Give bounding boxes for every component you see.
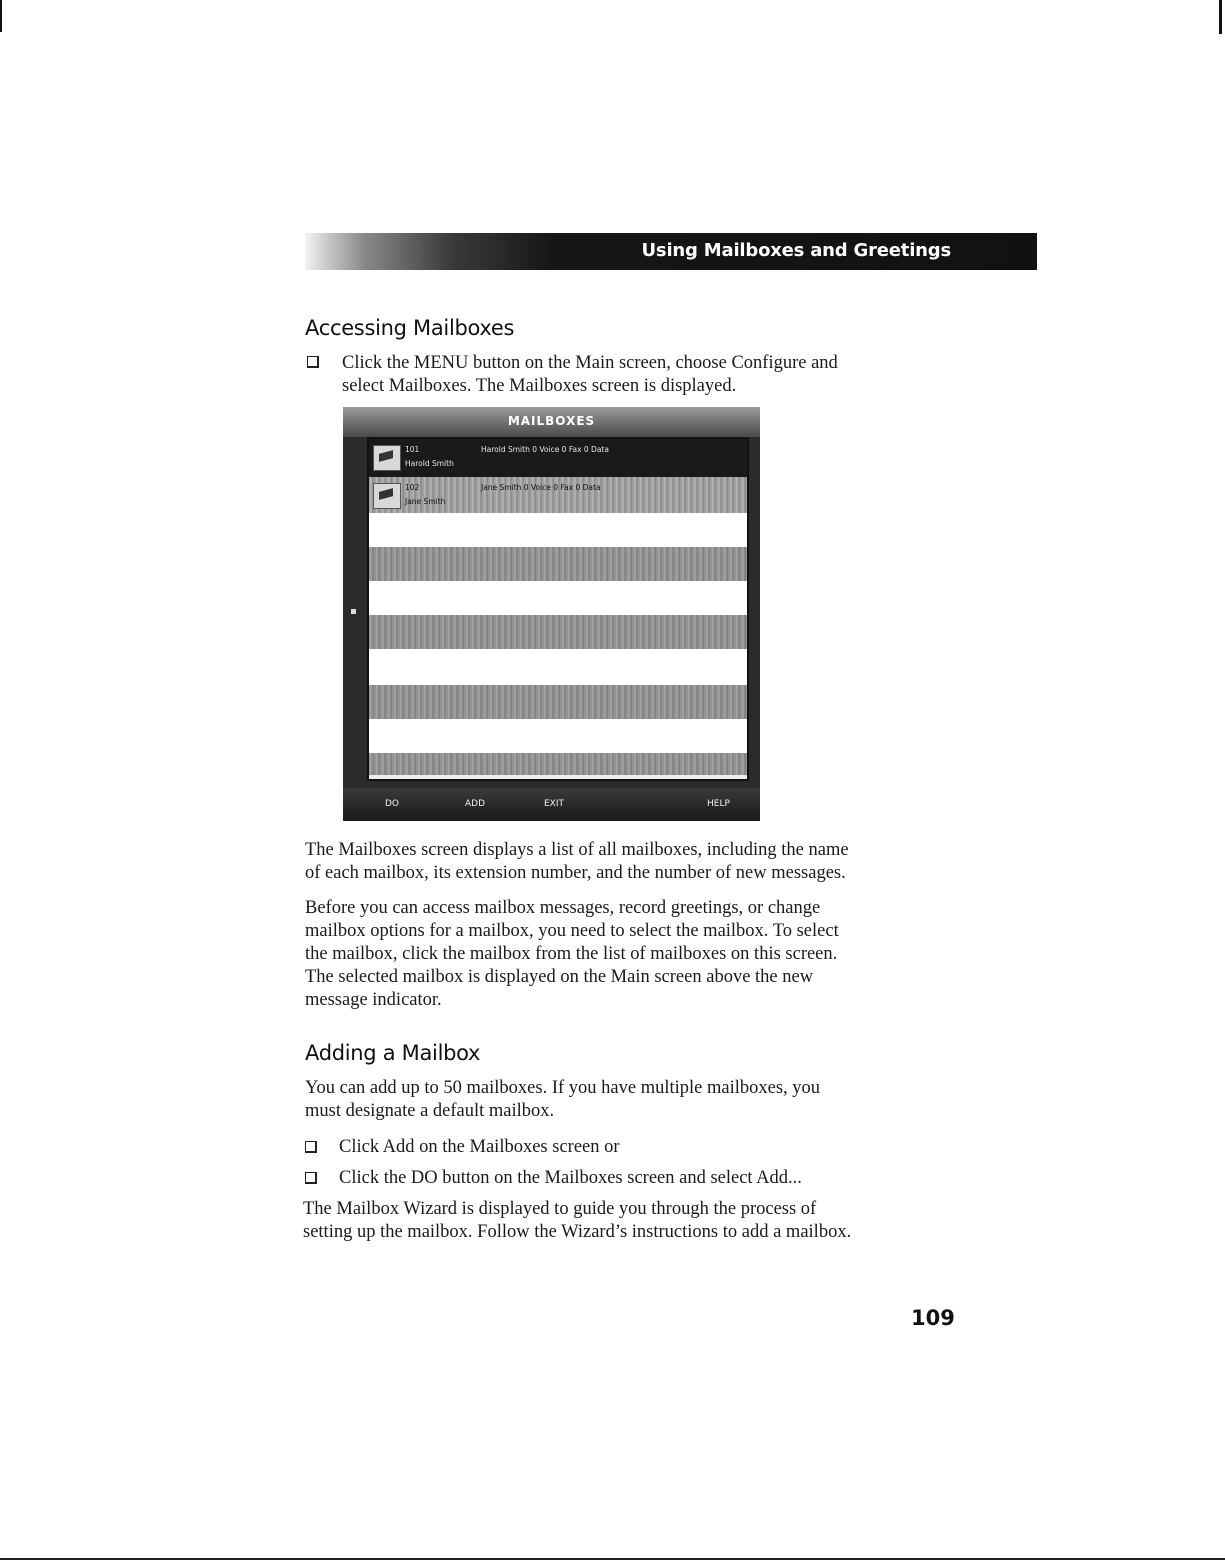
bullet-box-icon	[307, 356, 319, 368]
paragraph-line: Before you can access mailbox messages, record greetings, or change	[305, 898, 821, 918]
paragraph-line: mailbox options for a mailbox, you need to select the mailbox. To select	[305, 921, 839, 941]
paragraph-line: the mailbox, click the mailbox from the list of mailboxes on this screen.	[305, 944, 838, 964]
empty-list-row	[369, 685, 747, 719]
bullet-box-icon	[305, 1172, 317, 1184]
add-button[interactable]: ADD	[465, 799, 486, 809]
paragraph-line: setting up the mailbox. Follow the Wizard’s instructions to add a mailbox.	[303, 1222, 852, 1242]
scroll-marker	[351, 609, 356, 614]
paragraph-line: The selected mailbox is displayed on the Main screen above the new	[305, 967, 814, 987]
mailbox-info: Harold Smith 0 Voice 0 Fax 0 Data	[481, 445, 609, 454]
bullet-text-line: Click the DO button on the Mailboxes screen and select Add...	[339, 1168, 802, 1188]
scan-edge-mark-right	[1219, 0, 1222, 34]
help-button[interactable]: HELP	[707, 799, 730, 809]
mailbox-info: Jane Smith 0 Voice 0 Fax 0 Data	[481, 483, 601, 492]
mailbox-name: Harold Smith	[405, 459, 454, 468]
exit-button[interactable]: EXIT	[544, 799, 565, 809]
running-header-title: Using Mailboxes and Greetings	[641, 240, 951, 261]
mailboxes-window-titlebar	[343, 407, 760, 437]
mailboxes-button-bar	[343, 788, 760, 821]
empty-list-row	[369, 753, 747, 775]
paragraph-line: The Mailboxes screen displays a list of all mailboxes, including the name	[305, 840, 849, 860]
empty-list-row	[369, 719, 747, 753]
mailboxes-window-title: MAILBOXES	[507, 414, 596, 428]
mailbox-name: Jane Smith	[405, 497, 446, 506]
page-number: 109	[911, 1306, 955, 1330]
running-header-bar	[305, 233, 1037, 270]
paragraph-line: of each mailbox, its extension number, and the number of new messages.	[305, 863, 846, 883]
mailbox-row-selected[interactable]	[369, 439, 747, 477]
bullet-text-line: Click the MENU button on the Main screen, choose Configure and	[342, 353, 838, 373]
paragraph-line: The Mailbox Wizard is displayed to guide you through the process of	[303, 1199, 817, 1219]
mailbox-icon	[373, 483, 401, 509]
mailbox-row[interactable]	[369, 477, 747, 513]
section-heading-adding: Adding a Mailbox	[305, 1041, 481, 1065]
mailbox-extension: 102	[405, 483, 420, 492]
section-heading-accessing: Accessing Mailboxes	[305, 316, 515, 340]
bullet-box-icon	[305, 1141, 317, 1153]
mailbox-extension: 101	[405, 445, 420, 454]
empty-list-row	[369, 547, 747, 581]
empty-list-row	[369, 513, 747, 547]
paragraph-line: message indicator.	[305, 990, 442, 1010]
mailbox-list[interactable]	[367, 437, 749, 781]
paragraph-line: must designate a default mailbox.	[305, 1101, 555, 1121]
do-button[interactable]: DO	[385, 799, 400, 809]
mailboxes-screenshot-figure	[343, 407, 760, 821]
mailbox-icon	[373, 445, 401, 471]
paragraph-line: You can add up to 50 mailboxes. If you have multiple mailboxes, you	[305, 1078, 821, 1098]
empty-list-row	[369, 581, 747, 615]
scan-edge-mark-left	[0, 0, 2, 32]
empty-list-row	[369, 649, 747, 685]
bullet-text-line: Click Add on the Mailboxes screen or	[339, 1137, 620, 1157]
scan-bottom-rule	[0, 1558, 1225, 1560]
empty-list-row	[369, 615, 747, 649]
bullet-text-line: select Mailboxes. The Mailboxes screen is displayed.	[342, 376, 737, 396]
